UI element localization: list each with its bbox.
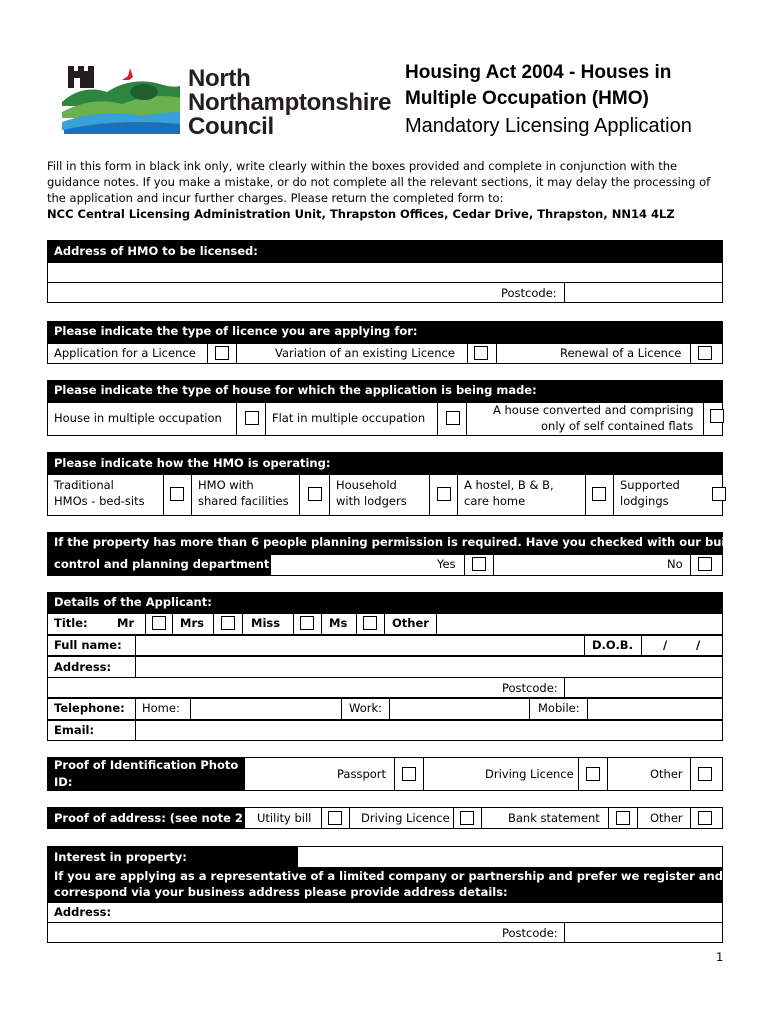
operating-header: Please indicate how the HMO is operating: (47, 452, 723, 474)
dob-field[interactable] (641, 635, 723, 656)
proof-address-driving-label: Driving Licence (361, 811, 450, 825)
council-name-line-2: Northamptonshire (188, 89, 392, 116)
applicant-address-label: Address: (54, 660, 112, 674)
hmo-address-header: Address of HMO to be licensed: (47, 240, 723, 262)
full-name-field[interactable] (135, 635, 585, 656)
operating-traditional-line-2: HMOs - bed-sits (54, 494, 145, 508)
intro-block (47, 158, 727, 222)
operating-lodgers-line-1: Household (336, 478, 397, 492)
council-logo-graphic-icon (62, 62, 182, 142)
proof-address-driving-checkbox[interactable] (460, 811, 474, 825)
title-label: Title: (54, 616, 88, 630)
title-other-label: Other (392, 616, 429, 630)
email-field[interactable] (135, 720, 723, 741)
operating-lodgers-line-2: with lodgers (336, 494, 407, 508)
operating-hostel-line-1: A hostel, B & B, (464, 478, 554, 492)
interest-label-cell: Interest in property: (47, 846, 298, 868)
house-converted-checkbox[interactable] (710, 409, 724, 423)
planning-yes-label: Yes (437, 557, 456, 571)
planning-no-label: No (667, 557, 683, 571)
full-name-label: Full name: (54, 638, 122, 652)
planning-question-cell: control and planning department?: (47, 554, 271, 576)
planning-no-checkbox[interactable] (698, 557, 712, 571)
operating-hostel-line-2: care home (464, 494, 526, 508)
business-postcode-label: Postcode: (502, 926, 558, 940)
dob-separator-1: / (663, 638, 668, 652)
business-address-row (47, 902, 723, 923)
title-mrs-checkbox[interactable] (221, 616, 235, 630)
form-title-line-1: Housing Act 2004 - Houses in (405, 62, 672, 83)
licence-option-application-label: Application for a Licence (54, 346, 196, 360)
dob-label: D.O.B. (592, 638, 633, 652)
mobile-phone-field[interactable] (587, 698, 723, 720)
hmo-address-field[interactable] (47, 262, 723, 283)
proof-address-utility-label: Utility bill (257, 811, 312, 825)
operating-shared-line-2: shared facilities (198, 494, 289, 508)
proof-address-utility-checkbox[interactable] (328, 811, 342, 825)
licence-type-header: Please indicate the type of licence you are applying for: (47, 321, 723, 343)
operating-supported-line-1: Supported (620, 478, 680, 492)
planning-yes-checkbox[interactable] (472, 557, 486, 571)
operating-lodgers-checkbox[interactable] (437, 487, 451, 501)
home-phone-label: Home: (142, 701, 180, 715)
operating-hostel-checkbox[interactable] (592, 487, 606, 501)
proof-id-passport-label: Passport (337, 767, 387, 781)
email-label: Email: (54, 723, 95, 737)
proof-id-driving-label: Driving Licence (485, 767, 574, 781)
planning-header: If the property has more than 6 people planning permission is required. Have you checked with our building (47, 532, 723, 554)
house-option-converted-line-2: only of self contained flats (541, 419, 694, 433)
house-option-hmo-label: House in multiple occupation (54, 411, 222, 425)
mobile-phone-label: Mobile: (538, 701, 580, 715)
title-miss-label: Miss (251, 616, 281, 630)
operating-traditional-checkbox[interactable] (170, 487, 184, 501)
operating-traditional-line-1: Traditional (54, 478, 114, 492)
work-phone-field[interactable] (389, 698, 530, 720)
applicant-postcode-field[interactable] (564, 677, 723, 698)
title-mr-checkbox[interactable] (152, 616, 166, 630)
title-ms-label: Ms (329, 616, 348, 630)
proof-address-bank-label: Bank statement (508, 811, 600, 825)
council-name-line-3: Council (188, 113, 274, 140)
applicant-address-field[interactable] (135, 656, 723, 678)
licence-option-renewal-label: Renewal of a Licence (560, 346, 682, 360)
house-hmo-checkbox[interactable] (245, 411, 259, 425)
applicant-header: Details of the Applicant: (47, 592, 723, 613)
title-miss-checkbox[interactable] (300, 616, 314, 630)
proof-address-other-checkbox[interactable] (698, 811, 712, 825)
proof-id-driving-checkbox[interactable] (586, 767, 600, 781)
planning-answer-row (270, 554, 723, 576)
form-title-line-2: Multiple Occupation (HMO) (405, 88, 649, 109)
proof-address-label-cell: Proof of address: (see note 2): (47, 807, 245, 829)
form-subtitle: Mandatory Licensing Application (405, 115, 692, 137)
proof-address-bank-checkbox[interactable] (616, 811, 630, 825)
licence-variation-checkbox[interactable] (474, 346, 488, 360)
title-mrs-label: Mrs (180, 616, 204, 630)
representative-note: If you are applying as a representative of a limited company or partnership and prefer we register and correspond via your business address please provide address details: (47, 868, 723, 902)
business-address-label: Address: (54, 905, 112, 919)
home-phone-field[interactable] (190, 698, 342, 720)
applicant-postcode-label: Postcode: (502, 681, 558, 695)
operating-supported-line-2: lodgings (620, 494, 669, 508)
intro-text: Fill in this form in black ink only, write clearly within the boxes provided and complete in conjunction with the guidance notes. If you make a mistake, or do not complete all the relevant sections, it may delay the processing of the application and incur further charges. Please return the completed form to: (47, 159, 711, 205)
hmo-postcode-label: Postcode: (501, 286, 557, 300)
licence-application-checkbox[interactable] (215, 346, 229, 360)
proof-id-label-cell: Proof of Identification Photo ID: (47, 757, 245, 791)
licence-option-variation-label: Variation of an existing Licence (275, 346, 455, 360)
interest-field[interactable] (297, 846, 723, 868)
business-postcode-field[interactable] (564, 922, 723, 943)
operating-shared-line-1: HMO with (198, 478, 254, 492)
operating-supported-checkbox[interactable] (712, 487, 726, 501)
proof-id-passport-checkbox[interactable] (402, 767, 416, 781)
operating-shared-checkbox[interactable] (308, 487, 322, 501)
house-flat-checkbox[interactable] (446, 411, 460, 425)
title-mr-label: Mr (117, 616, 135, 630)
page-number: 1 (716, 950, 724, 964)
return-address: NCC Central Licensing Administration Unit, Thrapston Offices, Cedar Drive, Thrapston, NN14 4LZ (47, 207, 675, 221)
work-phone-label: Work: (349, 701, 382, 715)
council-name-line-1: North (188, 65, 251, 92)
telephone-label: Telephone: (54, 701, 125, 715)
council-logo (62, 62, 182, 142)
dob-separator-2: / (696, 638, 701, 652)
title-other-field[interactable] (436, 613, 723, 635)
licence-renewal-checkbox[interactable] (698, 346, 712, 360)
proof-id-other-label: Other (650, 767, 683, 781)
proof-address-other-label: Other (650, 811, 683, 825)
house-option-converted-line-1: A house converted and comprising (493, 403, 694, 417)
hmo-postcode-field[interactable] (564, 282, 723, 303)
house-type-header: Please indicate the type of house for which the application is being made: (47, 380, 723, 402)
proof-id-other-checkbox[interactable] (698, 767, 712, 781)
house-option-flat-label: Flat in multiple occupation (272, 411, 426, 425)
title-ms-checkbox[interactable] (363, 616, 377, 630)
